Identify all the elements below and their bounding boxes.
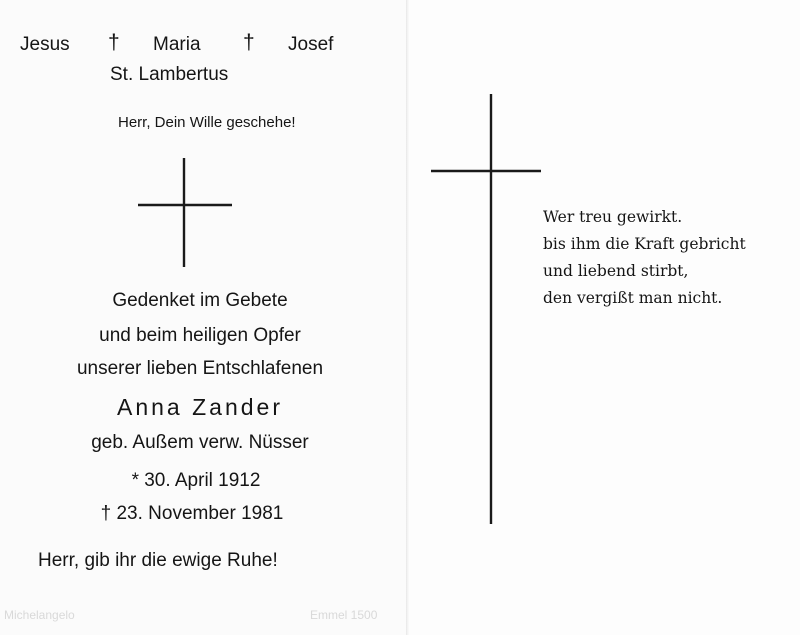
- cross-icon: [130, 155, 240, 270]
- dagger-icon: †: [243, 31, 255, 54]
- death-date: † 23. November 1981: [100, 503, 284, 524]
- motto: Herr, Dein Wille geschehe!: [118, 114, 296, 131]
- dagger-icon: †: [108, 31, 120, 54]
- closing-prayer: Herr, gib ihr die ewige Ruhe!: [38, 550, 278, 571]
- header-name-josef: Josef: [288, 34, 334, 55]
- footer-imprint-right: Emmel 1500: [310, 608, 378, 622]
- footer-imprint-left: Michelangelo: [4, 608, 75, 622]
- verse-line-4: den vergißt man nicht.: [543, 289, 723, 307]
- header-name-jesus: Jesus: [20, 34, 70, 55]
- card-fold: [406, 0, 409, 635]
- maiden-name: geb. Außem verw. Nüsser: [91, 432, 309, 453]
- parish-name: St. Lambertus: [110, 64, 229, 85]
- large-cross-icon: [425, 90, 550, 530]
- header-name-maria: Maria: [153, 34, 201, 55]
- commemoration-line-2: und beim heiligen Opfer: [99, 325, 301, 346]
- birth-date: * 30. April 1912: [131, 470, 261, 491]
- commemoration-line-1: Gedenket im Gebete: [112, 290, 288, 311]
- commemoration-line-3: unserer lieben Entschlafenen: [76, 358, 324, 379]
- verse: [543, 204, 746, 312]
- verse-line-2: bis ihm die Kraft gebricht: [543, 235, 746, 253]
- verse-line-3: und liebend stirbt,: [543, 262, 689, 280]
- deceased-name: Anna Zander: [117, 394, 283, 420]
- verse-line-1: Wer treu gewirkt.: [543, 208, 683, 226]
